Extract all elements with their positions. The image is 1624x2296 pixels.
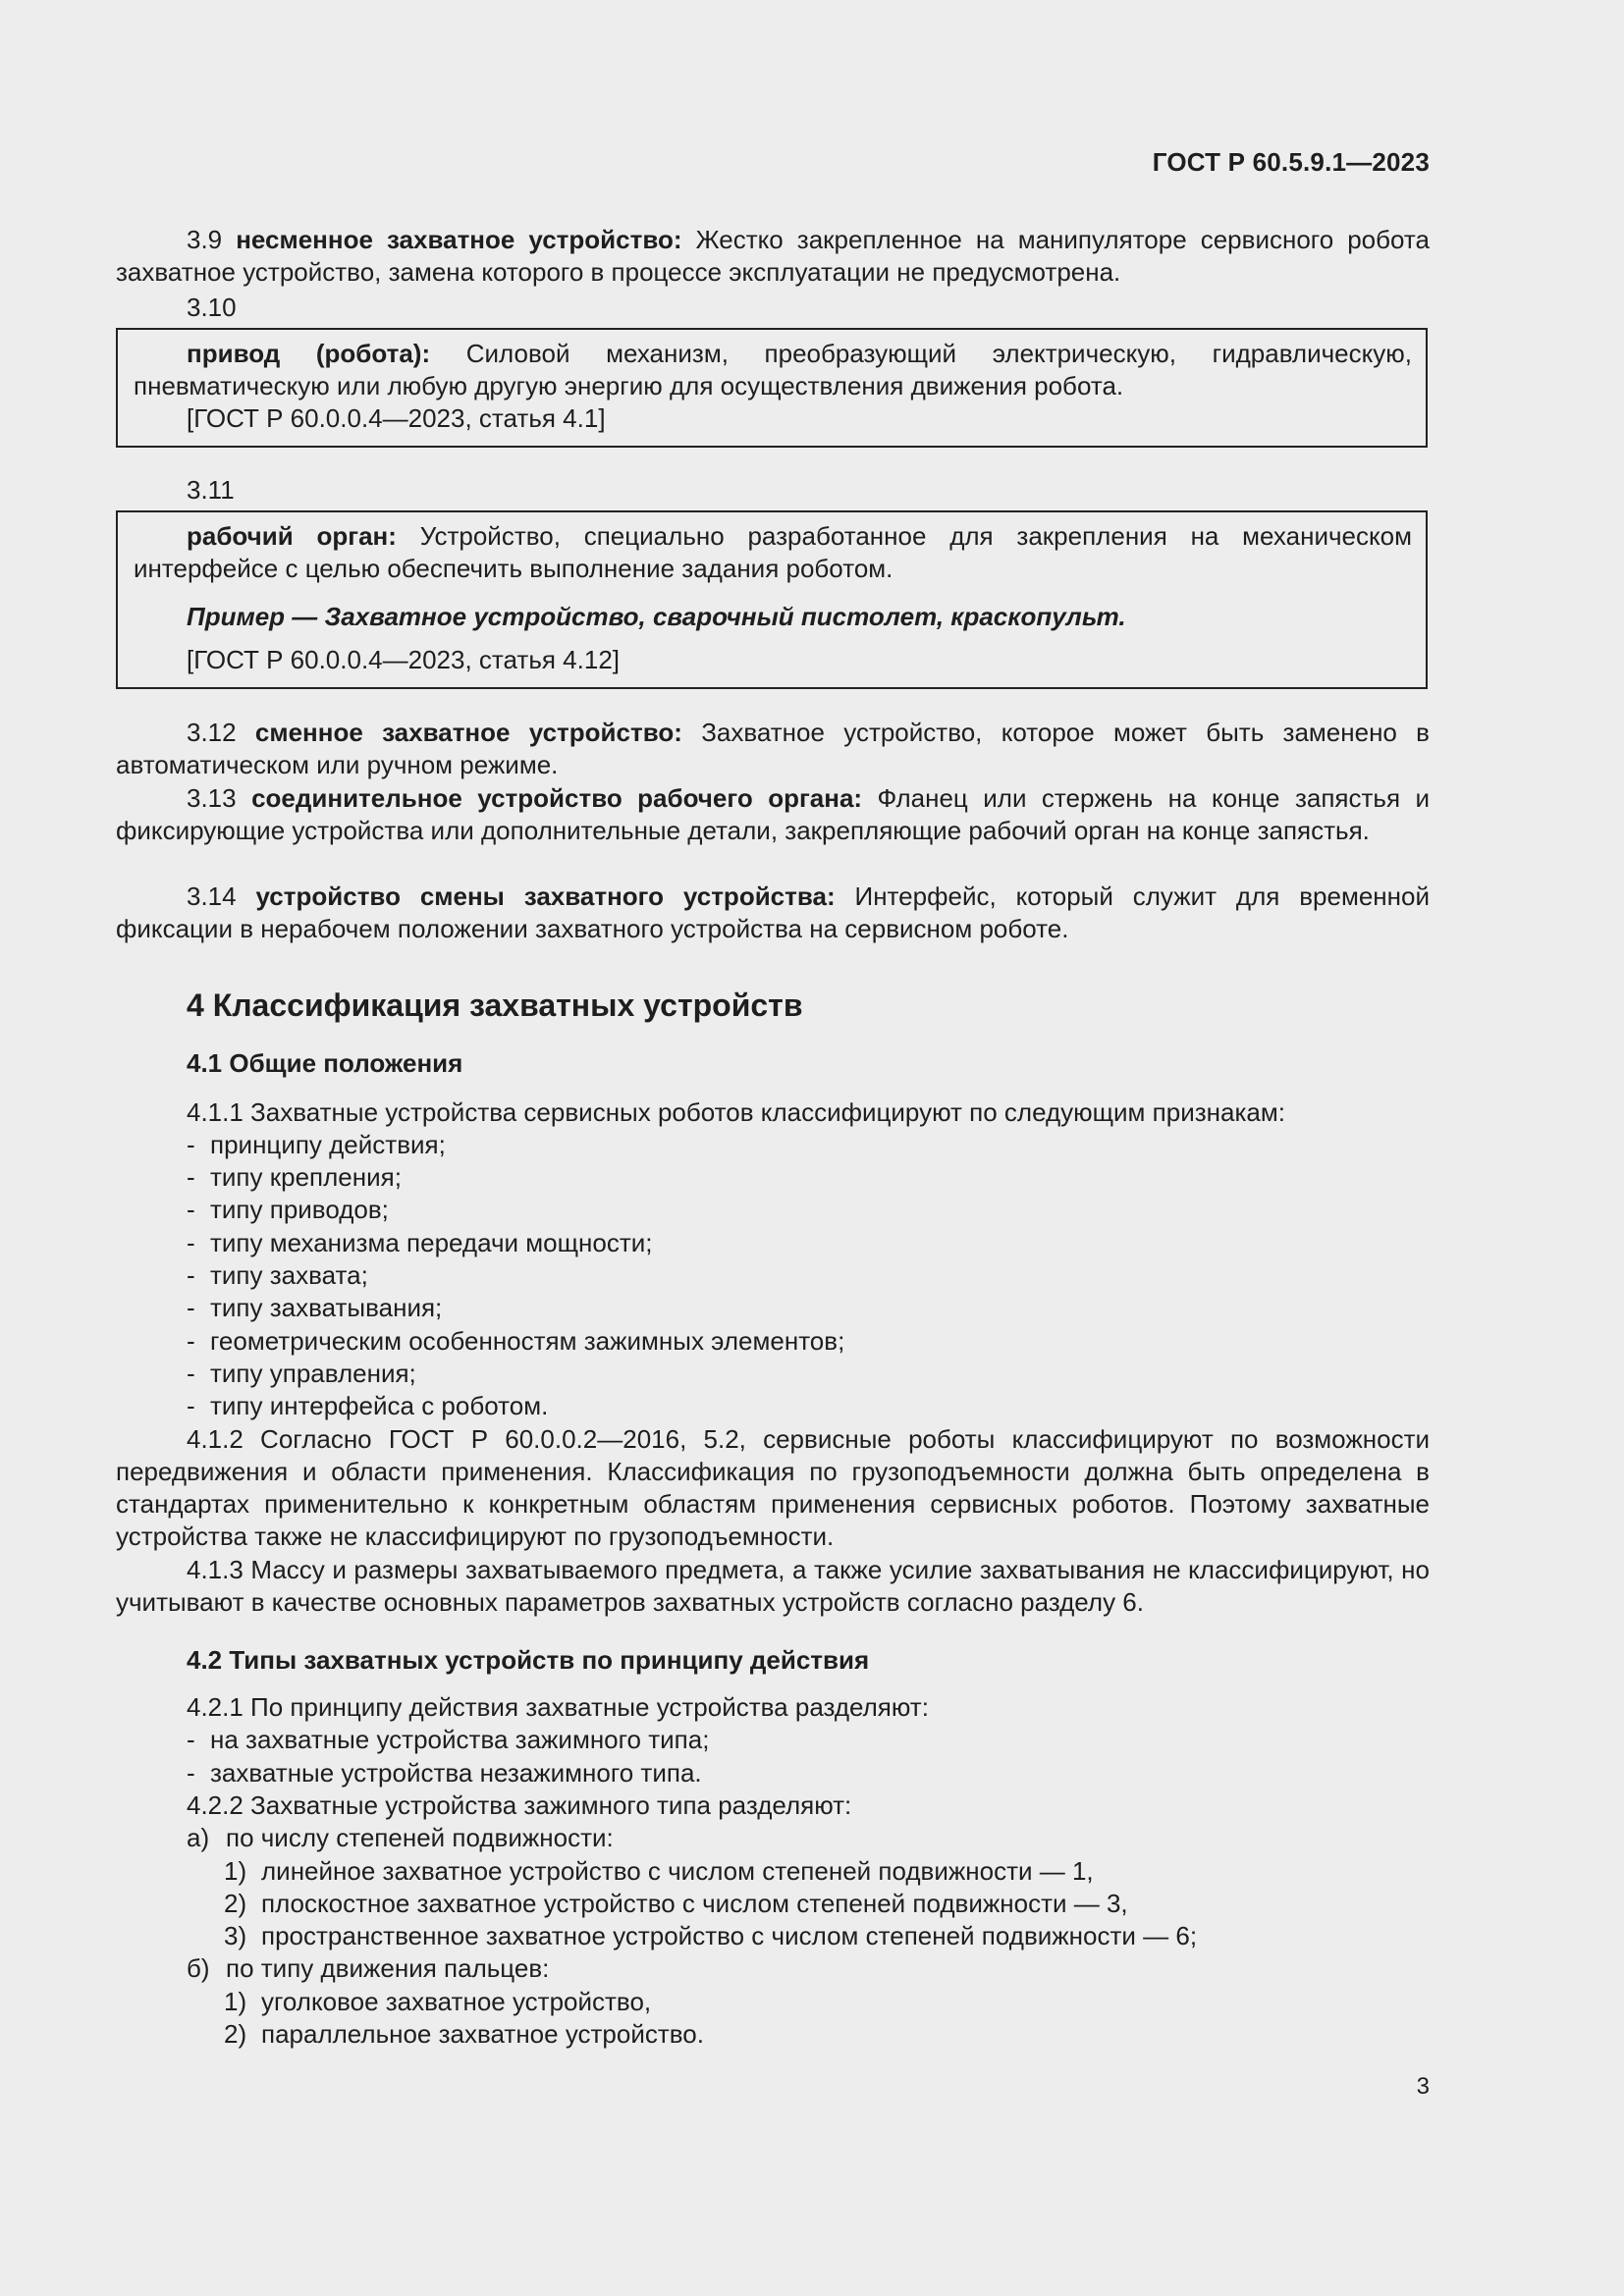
- list-dash: -: [187, 1391, 195, 1420]
- list-marker: 2): [224, 2019, 247, 2049]
- list-dash: -: [187, 1130, 195, 1159]
- clause-number: 3.14: [187, 881, 237, 911]
- list-item: [187, 1161, 402, 1194]
- list-marker: а): [187, 1823, 210, 1852]
- list-item-text: типу управления;: [210, 1359, 416, 1388]
- clause-number: 3.13: [187, 783, 237, 813]
- list-marker: б): [187, 1953, 210, 1983]
- definition: Жестко закрепленное на манипуляторе сервисного робота захватное устройство, замена которого в процессе эксплуатации не предусмотрена.: [116, 225, 1430, 287]
- list-item-a: [187, 1823, 614, 1853]
- subsection-heading: 4.2 Типы захватных устройств по принципу действия: [187, 1645, 870, 1675]
- list-item: [187, 1757, 702, 1789]
- clause-3-11-box: [116, 510, 1428, 689]
- clause-3-14: [116, 881, 1430, 945]
- list-item: [187, 1724, 709, 1756]
- definition: Устройство, специально разработанное для закрепления на механическом интерфейсе с целью обеспечить выполнение задания роботом.: [134, 521, 1412, 583]
- clause-number: 3.9: [187, 225, 223, 254]
- list-item-text: типу интерфейса с роботом.: [210, 1391, 549, 1420]
- list-item-b: [187, 1953, 549, 1984]
- list-item-text: типу крепления;: [210, 1162, 402, 1192]
- list-dash: -: [187, 1228, 195, 1257]
- list-item-text: плоскостное захватное устройство с числом степеней подвижности — 3,: [261, 1889, 1128, 1918]
- list-dash: -: [187, 1359, 195, 1388]
- clause-3-9: [116, 224, 1430, 289]
- list-dash: -: [187, 1326, 195, 1356]
- subsection-heading: 4.1 Общие положения: [187, 1048, 463, 1078]
- term: несменное захватное устройство:: [236, 225, 682, 254]
- definition: Интерфейс, который служит для временной фиксации в нерабочем положении захватного устройства на сервисном роботе.: [116, 881, 1430, 943]
- clause-3-10: [134, 338, 1412, 402]
- list-item: [187, 1325, 844, 1358]
- definition: Фланец или стержень на конце запястья и фиксирующие устройства или дополнительные детали, закрепляющие рабочий орган на конце запястья.: [116, 783, 1431, 845]
- list-item-text: уголковое захватное устройство,: [261, 1987, 652, 2016]
- list-item-text: типу захватывания;: [210, 1293, 443, 1322]
- list-item-text: по числу степеней подвижности:: [226, 1823, 614, 1852]
- term: устройство смены захватного устройства:: [255, 881, 836, 911]
- list-marker: 3): [224, 1921, 247, 1950]
- list-item-text: по типу движения пальцев:: [226, 1953, 550, 1983]
- list-item: [187, 1259, 368, 1292]
- list-item-text: геометрическим особенностям зажимных элементов;: [210, 1326, 845, 1356]
- definition: Силовой механизм, преобразующий электрическую, гидравлическую, пневматическую или любую другую энергию для осуществления движения робота.: [134, 339, 1413, 400]
- clause-3-10-box: [116, 328, 1428, 448]
- list-item-text: типу захвата;: [210, 1260, 368, 1290]
- list-marker: 2): [224, 1889, 247, 1918]
- clause-4-2-2: 4.2.2 Захватные устройства зажимного типа разделяют:: [187, 1790, 852, 1820]
- term: привод (робота):: [187, 339, 431, 368]
- list-item: [224, 1856, 1094, 1887]
- list-item: [224, 1987, 651, 2017]
- term: сменное захватное устройство:: [254, 718, 682, 747]
- list-item-text: линейное захватное устройство с числом степеней подвижности — 1,: [261, 1856, 1094, 1886]
- clause-4-1-3: 4.1.3 Массу и размеры захватываемого предмета, а также усилие захватывания не классифицируют, но учитывают в качестве основных параметров захватных устройств согласно разделу 6.: [116, 1555, 1430, 1617]
- list-dash: -: [187, 1162, 195, 1192]
- term: рабочий орган:: [187, 521, 397, 551]
- list-item-text: типу приводов;: [210, 1195, 389, 1224]
- clause-3-10-number: 3.10: [187, 293, 237, 322]
- page-number: 3: [1416, 2073, 1430, 2100]
- list-dash: -: [187, 1725, 195, 1754]
- list-item-text: принципу действия;: [210, 1130, 446, 1159]
- list-item-text: типу механизма передачи мощности;: [210, 1228, 653, 1257]
- term: соединительное устройство рабочего органа:: [251, 783, 863, 813]
- list-item: [224, 1889, 1128, 1919]
- list-item: [224, 1921, 1197, 1951]
- list-marker: 1): [224, 1987, 247, 2016]
- clause-3-12: [116, 717, 1430, 781]
- list-item: [187, 1292, 442, 1324]
- list-marker: 1): [224, 1856, 247, 1886]
- reference: [ГОСТ Р 60.0.0.4—2023, статья 4.1]: [187, 403, 606, 433]
- list-item: [187, 1194, 389, 1226]
- list-item-text: пространственное захватное устройство с числом степеней подвижности — 6;: [261, 1921, 1198, 1950]
- reference: [ГОСТ Р 60.0.0.4—2023, статья 4.12]: [187, 645, 620, 674]
- section-heading: 4 Классификация захватных устройств: [187, 988, 803, 1023]
- list-item: [187, 1390, 548, 1422]
- clause-3-11-number: 3.11: [187, 475, 235, 505]
- list-dash: -: [187, 1758, 195, 1788]
- document-header: ГОСТ Р 60.5.9.1—2023: [1152, 147, 1430, 177]
- list-dash: -: [187, 1293, 195, 1322]
- definition: Захватное устройство, которое может быть заменено в автоматическом или ручном режиме.: [116, 718, 1430, 779]
- list-dash: -: [187, 1195, 195, 1224]
- clause-3-11: [134, 520, 1412, 585]
- list-item-text: параллельное захватное устройство.: [261, 2019, 704, 2049]
- list-dash: -: [187, 1260, 195, 1290]
- clause-3-13: [116, 782, 1430, 847]
- example-note: Пример — Захватное устройство, сварочный пистолет, краскопульт.: [187, 602, 1126, 631]
- clause-4-2-1: 4.2.1 По принципу действия захватные устройства разделяют:: [187, 1692, 929, 1722]
- list-item: [187, 1227, 652, 1259]
- clause-4-1-1: 4.1.1 Захватные устройства сервисных роботов классифицируют по следующим признакам:: [187, 1097, 1285, 1127]
- list-item-text: захватные устройства незажимного типа.: [210, 1758, 702, 1788]
- list-item: [187, 1129, 446, 1161]
- list-item-text: на захватные устройства зажимного типа;: [210, 1725, 710, 1754]
- clause-number: 3.12: [187, 718, 237, 747]
- list-item: [187, 1358, 416, 1390]
- clause-4-1-2: 4.1.2 Согласно ГОСТ Р 60.0.0.2—2016, 5.2, сервисные роботы классифицируют по возможности передвижения и области применения. Классификация по грузоподъемности должна быть определена в стандартах применительно к конкретным областям применения сервисных роботов. Поэтому захватные устройства также не классифицируют по грузоподъемности.: [116, 1424, 1430, 1551]
- list-item: [224, 2019, 704, 2050]
